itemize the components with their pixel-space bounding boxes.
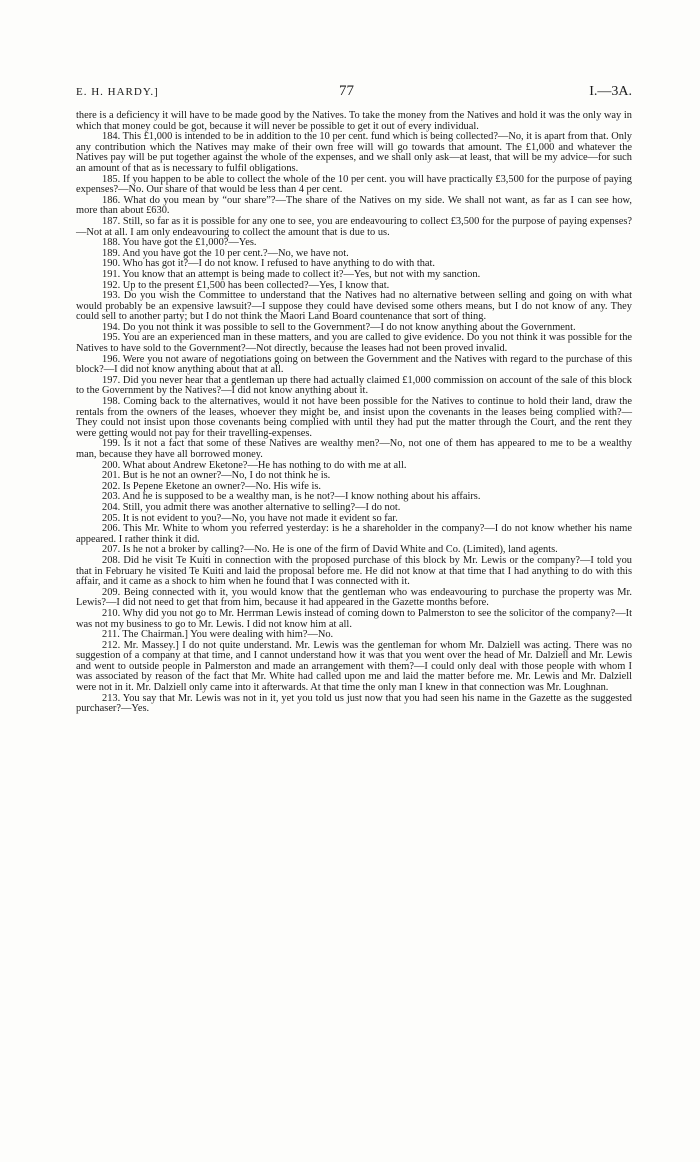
paragraph: 185. If you happen to be able to collect the whole of the 10 per cent. you will have practically £3,500 for the purpose of paying expenses?—No. Our share of that would be less than 4 per cent.	[76, 173, 632, 196]
header-witness-name: E. H. HARDY.]	[76, 86, 159, 98]
page-number: 77	[339, 83, 354, 99]
paragraph: 199. Is it not a fact that some of these Natives are wealthy men?—No, not one of them has appeared to me to be a wealthy man, because they have all borrowed money.	[76, 438, 632, 460]
paragraph: 202. Is Pepene Eketone an owner?—No. His wife is.	[102, 480, 322, 492]
document-reference: I.—3A.	[589, 84, 632, 99]
paragraph: 204. Still, you admit there was another alternative to selling?—I do not.	[102, 501, 401, 513]
paragraph: 205. It is not evident to you?—No, you have not made it evident so far.	[102, 512, 398, 524]
paragraph: 206. This Mr. White to whom you referred yesterday: is he a shareholder in the company?—I do not know whether his name appeared. I rather think it did.	[76, 523, 632, 545]
paragraph: 188. You have got the £1,000?—Yes.	[102, 237, 257, 249]
paragraph: 186. What do you mean by “our share”?—The share of the Natives on my side. We shall not want, as far as I can see how, more than about £630.	[76, 194, 632, 217]
paragraph: there is a deficiency it will have to be made good by the Natives. To take the money from the Natives and hold it was the only way in which that money could be got, because it will never be possible to get it out of every individual.	[76, 110, 632, 132]
paragraph: 213. You say that Mr. Lewis was not in it, yet you told us just now that you had seen his name in the Gazette as the suggested purchaser?—Yes.	[76, 692, 632, 715]
paragraph: 200. What about Andrew Eketone?—He has nothing to do with me at all.	[102, 459, 407, 471]
paragraph: 203. And he is supposed to be a wealthy man, is he not?—I know nothing about his affairs.	[102, 491, 481, 503]
paragraph: 195. You are an experienced man in these matters, and you are called to give evidence. Do you not think it was possible for the Natives to have sold to the Government?—Not directly, because the leases had not been proved invalid.	[76, 332, 632, 355]
paragraph: 190. Who has got it?—I do not know. I refused to have anything to do with that.	[102, 258, 436, 270]
paragraph: 194. Do you not think it was possible to sell to the Government?—I do not know anything about the Government.	[102, 321, 576, 333]
paragraph: 196. Were you not aware of negotiations going on between the Government and the Natives with regard to the purchase of this block?—I did not know anything about that at all.	[76, 353, 632, 376]
paragraph: 208. Did he visit Te Kuiti in connection with the proposed purchase of this block by Mr. Lewis or the company?—I told you that in February he visited Te Kuiti and laid the proposal before me. He did not know at that time that I had anything to do with this affair, and it came as a shock to him when he found that I was connected with it.	[76, 554, 632, 588]
paragraph: 189. And you have got the 10 per cent.?—No, we have not.	[102, 247, 349, 259]
paragraph: 187. Still, so far as it is possible for any one to see, you are endeavouring to collect £3,500 for the purpose of paying expenses?—Not at all. I am only endeavouring to collect the amount that is due to us.	[76, 215, 632, 238]
page-header	[76, 83, 632, 102]
paragraph: 197. Did you never hear that a gentleman up there had actually claimed £1,000 commission on account of the sale of this block to the Government by the Natives?—I did not know anything about it.	[76, 374, 632, 397]
paragraph: 192. Up to the present £1,500 has been collected?—Yes, I know that.	[102, 279, 390, 291]
paragraph: 207. Is he not a broker by calling?—No. He is one of the firm of David White and Co. (Limited), land agents.	[102, 544, 558, 556]
paragraph: 210. Why did you not go to Mr. Herrman Lewis instead of coming down to Palmerston to see the solicitor of the company?—It was not my business to go to Mr. Lewis. I did not know him at all.	[76, 607, 632, 630]
paragraph: 209. Being connected with it, you would know that the gentleman who was endeavouring to purchase the property was Mr. Lewis?—I did not need to get that from him, because it had appeared in the Gazette months before.	[76, 586, 632, 609]
paragraph: 193. Do you wish the Committee to understand that the Natives had no alternative between selling and going on with what would probably be an expensive lawsuit?—I suppose they could have devised some others means, but I do not know of any. They could sell to another party; but I do not think the Maori Land Board countenance that sort of thing.	[76, 290, 632, 323]
page-body	[76, 111, 632, 715]
paragraph: 191. You know that an attempt is being made to collect it?—Yes, but not with my sanction.	[102, 268, 481, 280]
paragraph: 211. The Chairman.] You were dealing with him?—No.	[102, 629, 334, 641]
paragraph: 198. Coming back to the alternatives, would it not have been possible for the Natives to continue to hold their land, draw the rentals from the owners of the leases, whoever they might be, and insist upon the covenants in the leases being complied with?—They could not insist upon those covenants being complied with until they had put the matter through the Court, and the rent they were getting would not pay for their travelling-expenses.	[76, 396, 632, 439]
paragraph: 184. This £1,000 is intended to be in addition to the 10 per cent. fund which is being collected?—No, it is apart from that. Only any contribution which the Natives may make of their own free will will go towards that amount. The £1,000 and whatever the Natives pay will be put together against the whole of the expenses, and we shall only ask—at least, that will be my advice—for such an amount of that as is necessary to fulfil obligations.	[76, 131, 632, 174]
paragraph: 212. Mr. Massey.] I do not quite understand. Mr. Lewis was the gentleman for whom Mr. Dalziell was acting. There was no suggestion of a company at that time, and I cannot understand how it was that you went over the head of Mr. Dalziell and Mr. Lewis and went to outside people in Palmerston and made an arrangement with them?—I could only deal with those people with whom I was associated by reason of the fact that Mr. White had called upon me and laid the matter before me. Mr. Lewis and Mr. Dalziell were not in it. Mr. Dalziell only came into it afterwards. At that time the only man I knew in that connection was Mr. Loughnan.	[76, 639, 632, 694]
paragraph: 201. But is he not an owner?—No, I do not think he is.	[102, 470, 331, 482]
